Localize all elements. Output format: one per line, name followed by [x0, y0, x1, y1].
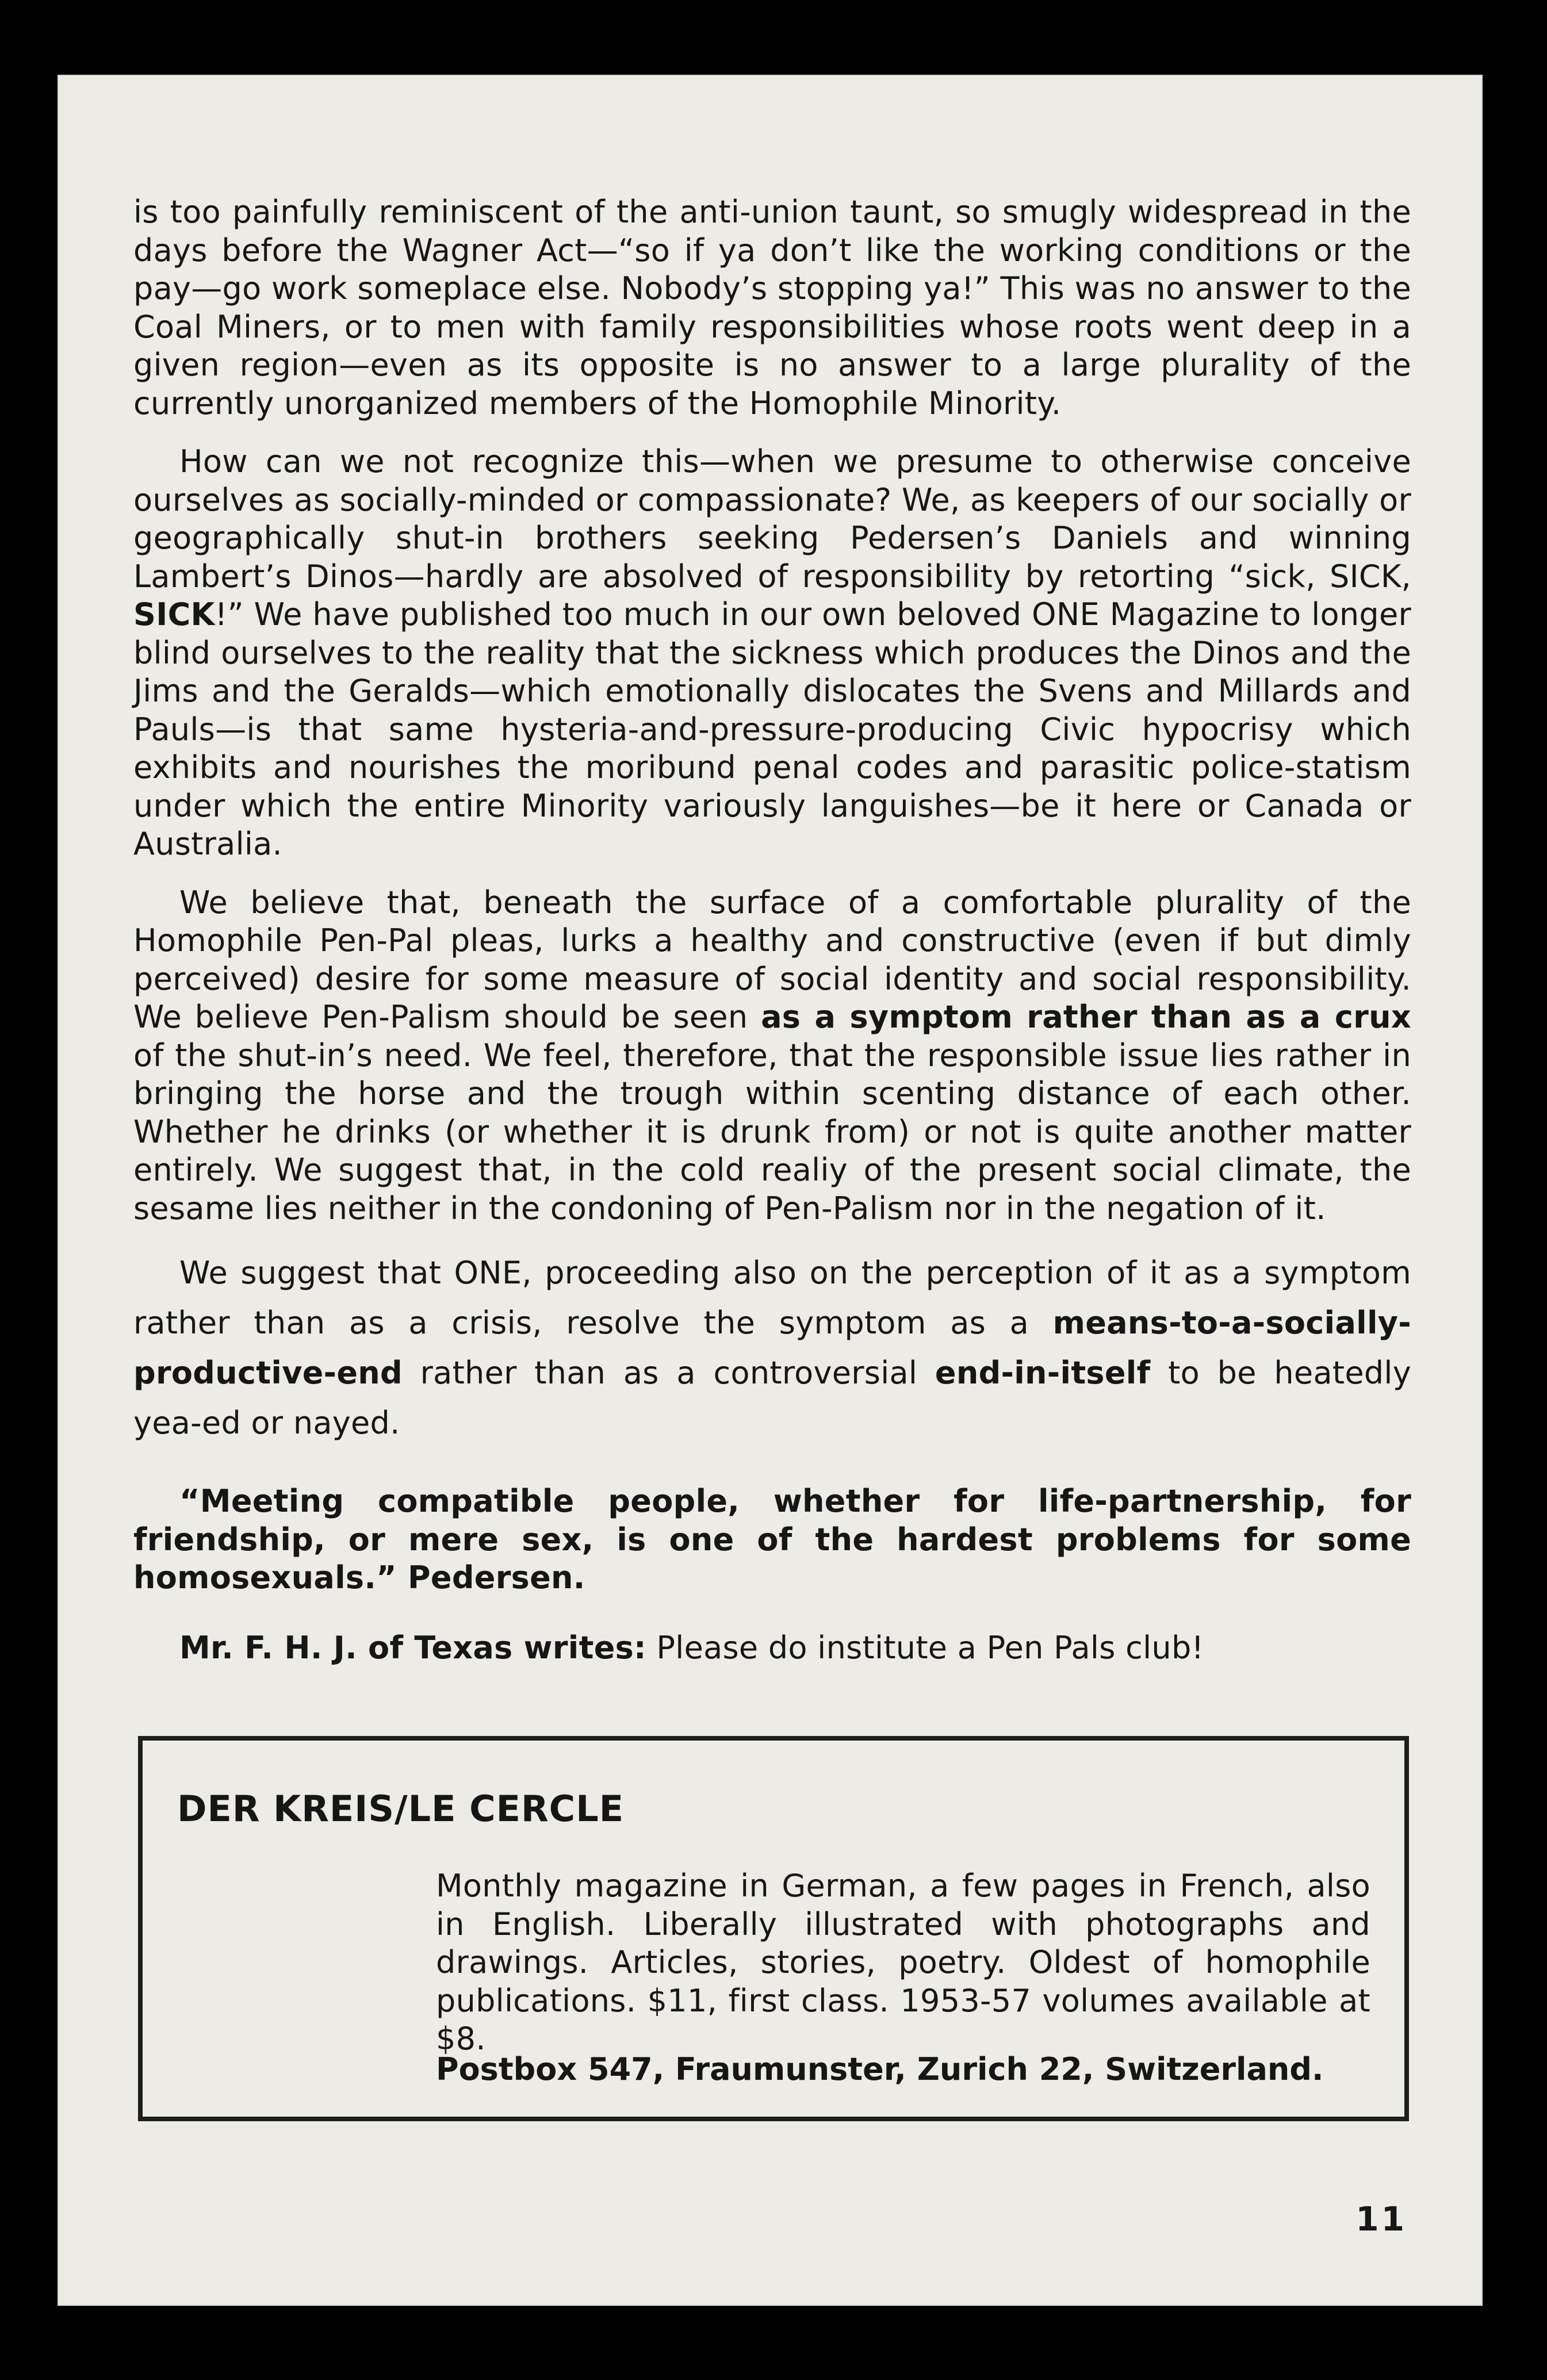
body-text: !” We have published too much in our own beloved ONE Magazine to longer blind ourselves to the reality that the sickness which produces the Dinos and the Jims and the Geralds—which emotionally dislocates the Svens and Millards and Pauls—is that same hysteria-and-pressure-producing Civic hypocrisy which exhibits and nourishes the moribund penal codes and parasitic police-statism under which the entire Minority variously languishes—be it here or Canada or Australia.	[133, 596, 1411, 862]
emphasis-text: SICK	[133, 596, 215, 633]
letter-author: Mr. F. H. J. of Texas writes:	[179, 1629, 646, 1666]
reader-letter	[133, 1629, 1411, 1668]
paragraph-2	[133, 443, 1411, 864]
der-kreis-advertisement	[138, 1736, 1409, 2121]
ad-description: Monthly magazine in German, a few pages in French, also in English. Liberally illustrated with photographs and drawings. Articles, stories, poetry. Oldest of homophile publications. $11, first class. 1953-57 volumes available at $8.	[436, 1868, 1370, 2057]
paragraph-3	[133, 884, 1411, 1228]
body-text: We believe that, beneath the surface of a comfortable plurality of the Homophile Pen-Pal pleas, lurks a healthy and constructive (even if but dimly perceived) desire for some measure of social identity and social responsibility. We believe Pen-Palism should be seen	[133, 884, 1411, 1035]
body-text: to be heatedly yea-ed or nayed.	[133, 1355, 1411, 1441]
body-text: How can we not recognize this—when we presume to otherwise conceive ourselves as socially-minded or compassionate? We, as keepers of our socially or geographically shut-in brothers seeking Pedersen’s Daniels and winning Lambert’s Dinos—hardly are absolved of responsibility by retorting “sick, SICK,	[133, 443, 1411, 595]
ad-title: DER KREIS/LE CERCLE	[177, 1788, 625, 1830]
emphasis-text: end-in-itself	[935, 1355, 1151, 1391]
page-number: 11	[1355, 2199, 1407, 2239]
paragraph-4	[133, 1248, 1411, 1448]
letter-text: Please do institute a Pen Pals club!	[646, 1629, 1204, 1666]
pedersen-quote: “Meeting compatible people, whether for life-partnership, for friendship, or mere sex, is one of the hardest problems for some homosexuals.” Pedersen.	[133, 1483, 1411, 1596]
body-text: We suggest that ONE, proceeding also on the perception of it as a symptom rather than as a crisis, resolve the symptom as a	[133, 1255, 1411, 1341]
ad-address: Postbox 547, Fraumunster, Zurich 22, Switzerland.	[436, 2051, 1324, 2087]
magazine-page	[58, 75, 1483, 2306]
emphasis-text: as a symptom rather than as a crux	[761, 999, 1411, 1035]
article-body	[133, 193, 1411, 1687]
emphasis-text: means-to-a-socially-productive-end	[133, 1305, 1411, 1391]
paragraph-1	[133, 193, 1411, 423]
body-text: rather than as a controversial	[402, 1355, 935, 1391]
body-text: of the shut-in’s need. We feel, therefore, that the responsible issue lies rather in bringing the horse and the trough within scenting distance of each other. Whether he drinks (or whether it is drunk from) or not is quite another matter entirely. We suggest that, in the cold realiy of the present social climate, the sesame lies neither in the condoning of Pen-Palism nor in the negation of it.	[133, 1037, 1411, 1227]
body-text: is too painfully reminiscent of the anti-union taunt, so smugly widespread in the days before the Wagner Act—“so if ya don’t like the working conditions or the pay—go work someplace else. Nobody’s stopping ya!” This was no answer to the Coal Miners, or to men with family responsibilities whose roots went deep in a given region—even as its opposite is no answer to a large plurality of the currently unorganized members of the Homophile Minority.	[133, 194, 1411, 421]
